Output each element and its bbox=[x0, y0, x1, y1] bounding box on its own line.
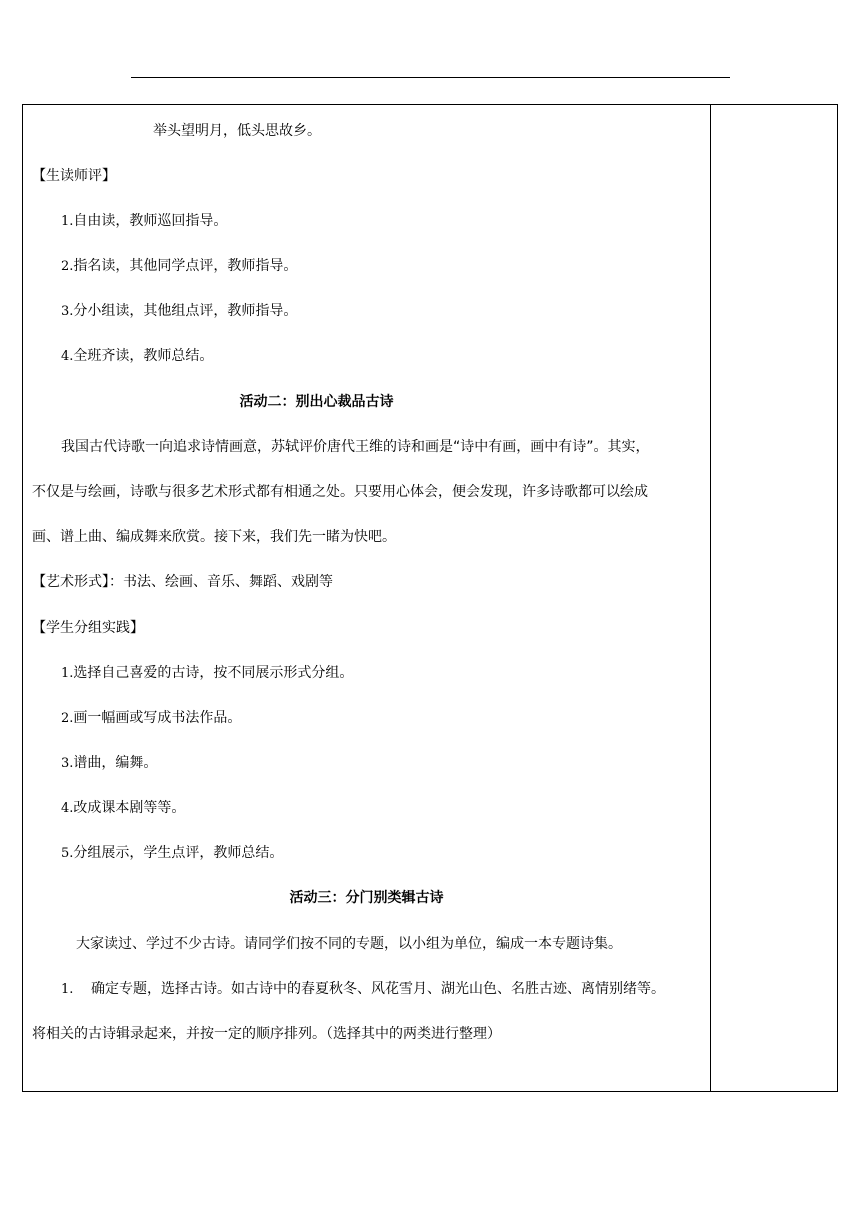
list-item-text: 改成课本剧等等。 bbox=[73, 800, 186, 816]
list-item-number: 2. bbox=[61, 259, 74, 274]
list-item bbox=[61, 211, 227, 231]
list-item bbox=[61, 256, 297, 276]
poem-line: 举头望明月，低头思故乡。 bbox=[153, 123, 321, 139]
activity3-intro: 大家读过、学过不少古诗。请同学们按不同的专题，以小组为单位，编成一本专题诗集。 bbox=[76, 936, 622, 952]
art-forms-line: 【艺术形式】：书法、绘画、音乐、舞蹈、戏剧等 bbox=[32, 574, 333, 590]
header-rule bbox=[131, 77, 730, 78]
list-item-text: 确定专题，选择古诗。如古诗中的春夏秋冬、风花雪月、湖光山色、名胜古迹、离情别绪等。 bbox=[91, 981, 665, 997]
activity2-title: 活动二：别出心裁品古诗 bbox=[239, 394, 394, 410]
list-item-text: 谱曲，编舞。 bbox=[73, 755, 158, 771]
list-item bbox=[61, 979, 665, 999]
section-heading-group-practice: 【学生分组实践】 bbox=[32, 620, 144, 636]
activity2-paragraph-line: 不仅是与绘画，诗歌与很多艺术形式都有相通之处。只要用心体会，便会发现，许多诗歌都可以绘成 bbox=[32, 484, 648, 500]
list-item-text: 分小组读，其他组点评，教师指导。 bbox=[73, 303, 298, 319]
list-item-text: 选择自己喜爱的古诗，按不同展示形式分组。 bbox=[73, 665, 354, 681]
list-item-text: 自由读，教师巡回指导。 bbox=[73, 213, 228, 229]
list-item bbox=[61, 346, 213, 366]
list-item-number: 2. bbox=[61, 711, 74, 726]
list-item-number: 5. bbox=[61, 846, 74, 861]
list-item-number: 4. bbox=[61, 349, 74, 364]
content-cell bbox=[23, 105, 710, 1091]
list-item-number: 1. bbox=[61, 982, 74, 997]
section-heading-student-read: 【生读师评】 bbox=[32, 168, 116, 184]
list-item-number: 3. bbox=[61, 756, 74, 771]
list-item bbox=[61, 753, 157, 773]
list-item-text: 指名读，其他同学点评，教师指导。 bbox=[73, 258, 298, 274]
list-item bbox=[61, 663, 353, 683]
list-item bbox=[61, 843, 283, 863]
list-item-number: 4. bbox=[61, 801, 74, 816]
notes-cell bbox=[711, 105, 837, 1091]
list-item-text: 全班齐读，教师总结。 bbox=[73, 348, 214, 364]
list-item-text: 画一幅画或写成书法作品。 bbox=[73, 710, 242, 726]
list-item-number: 3. bbox=[61, 304, 74, 319]
list-item bbox=[61, 708, 241, 728]
activity2-paragraph-line: 画、谱上曲、编成舞来欣赏。接下来，我们先一睹为快吧。 bbox=[32, 529, 396, 545]
list-item-text: 分组展示，学生点评，教师总结。 bbox=[73, 845, 284, 861]
list-item bbox=[61, 301, 297, 321]
list-item-number: 1. bbox=[61, 666, 74, 681]
list-item bbox=[61, 798, 185, 818]
list-item-continuation: 将相关的古诗辑录起来，并按一定的顺序排列。（选择其中的两类进行整理） bbox=[32, 1026, 501, 1042]
activity3-title: 活动三：分门别类辑古诗 bbox=[289, 890, 444, 906]
activity2-paragraph-line: 我国古代诗歌一向追求诗情画意，苏轼评价唐代王维的诗和画是“诗中有画，画中有诗”。其实， bbox=[61, 439, 650, 455]
list-item-number: 1. bbox=[61, 214, 74, 229]
lesson-table bbox=[22, 104, 838, 1092]
